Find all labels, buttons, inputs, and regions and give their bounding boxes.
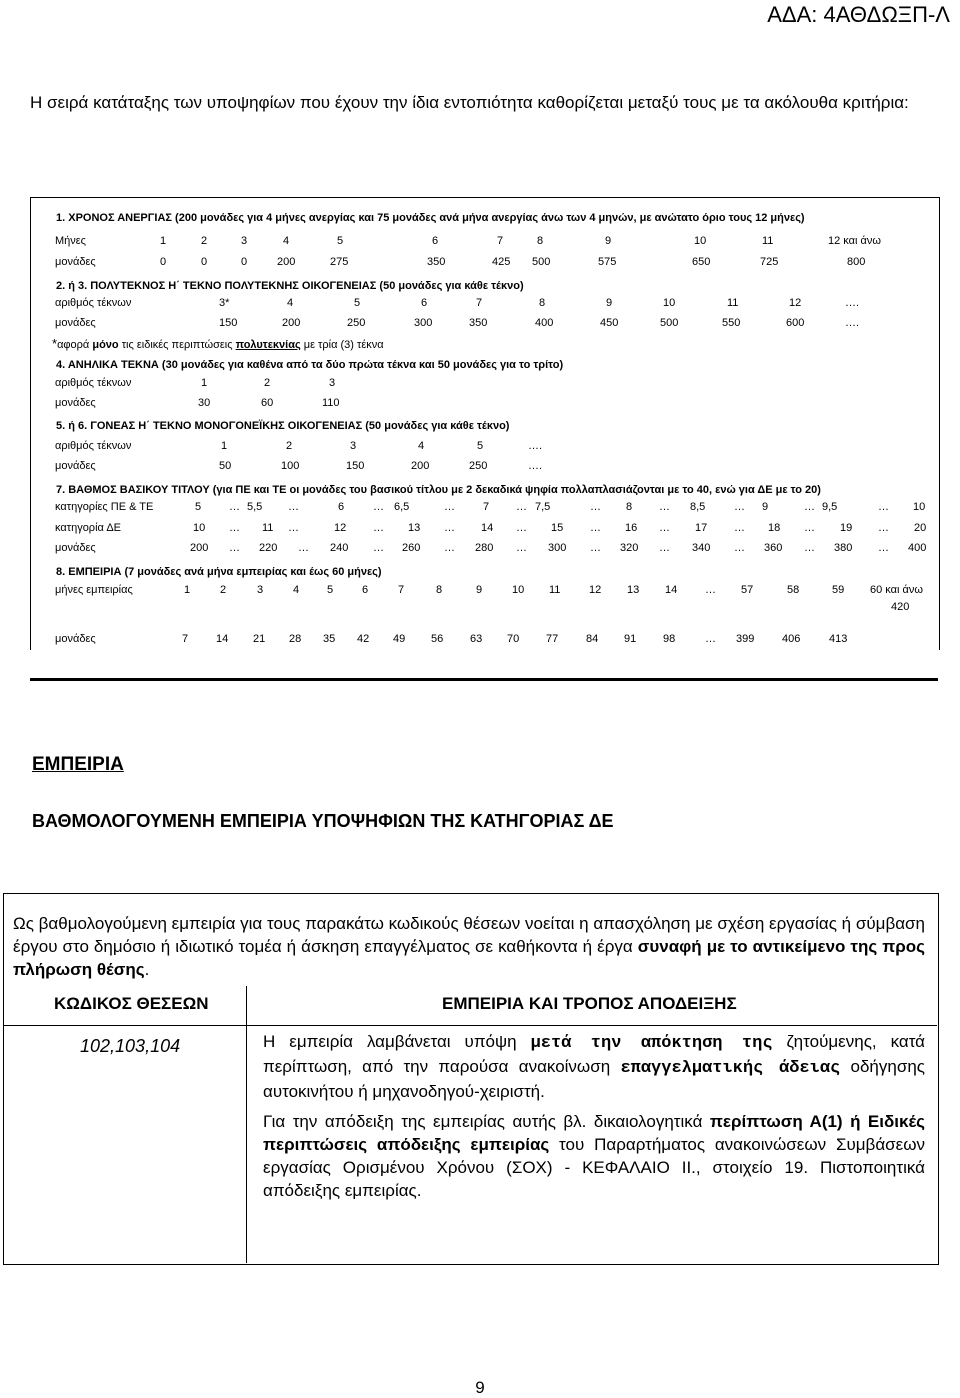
c8-points-cell: 91	[624, 633, 637, 645]
c1-points-cell: 500	[532, 256, 551, 268]
c2-points-cell: 350	[469, 317, 488, 329]
c7-points-cell: 220	[259, 542, 278, 554]
criterion-7-title: 7. ΒΑΘΜΟΣ ΒΑΣΙΚΟΥ ΤΙΤΛΟΥ (για ΠΕ και ΤΕ οι μονάδες του βασικού τίτλου με 2 δεκαδικά ψηφία πολλαπλασιάζονται με το 40, ενώ για ΔΕ με το 20)	[56, 484, 821, 496]
c7-points-cell: 300	[548, 542, 567, 554]
c1-months-cell: 3	[241, 235, 248, 247]
c1-points-cell: 275	[330, 256, 349, 268]
c7-pe-te-label: κατηγορίες ΠΕ & ΤΕ	[55, 501, 154, 513]
c2-points-cell: 600	[786, 317, 805, 329]
c2-children-cell: 3*	[219, 297, 230, 309]
c7-points-cell: 240	[330, 542, 349, 554]
c4-points-cell: 30	[198, 397, 211, 409]
c1-points-cell: 200	[277, 256, 296, 268]
c7-points-cell: 380	[834, 542, 853, 554]
c7-pe-te-cell: 8	[626, 501, 633, 513]
c7-de-cell: …	[659, 522, 670, 534]
c1-points-cell: 425	[492, 256, 511, 268]
c8-points-cell: 406	[782, 633, 801, 645]
c1-months-label: Μήνες	[55, 235, 86, 247]
c2-children-cell: 5	[354, 297, 361, 309]
c7-de-cell: 17	[695, 522, 708, 534]
c1-months-cell: 12 και άνω	[828, 235, 881, 247]
c8-months-cell: 11	[549, 584, 561, 596]
c1-months-cell: 6	[432, 235, 439, 247]
c8-points-label: μονάδες	[55, 633, 96, 645]
c7-de-cell: …	[590, 522, 601, 534]
c2-points-cell: 500	[660, 317, 679, 329]
c8-points-cell: 84	[586, 633, 599, 645]
c8-months-cell: 6	[362, 584, 369, 596]
c1-months-cell: 4	[283, 235, 290, 247]
criterion-2-title: 2. ή 3. ΠΟΛΥΤΕΚΝΟΣ Η΄ ΤΕΚΝΟ ΠΟΛΥΤΕΚΝΗΣ ΟΙΚΟΓΕΝΕΙΑΣ (50 μονάδες για κάθε τέκνο)	[56, 280, 524, 292]
c2-children-label: αριθμός τέκνων	[55, 297, 132, 309]
c4-children-label: αριθμός τέκνων	[55, 377, 132, 389]
c2-children-cell: 4	[287, 297, 294, 309]
c7-de-cell: 14	[481, 522, 494, 534]
c4-points-cell: 110	[322, 397, 340, 409]
c8-points-cell: 63	[470, 633, 483, 645]
c7-points-cell: …	[659, 542, 670, 554]
c5-children-cell: 4	[418, 440, 425, 452]
c4-children-cell: 3	[329, 377, 336, 389]
c8-months-cell: 12	[589, 584, 602, 596]
c7-pe-te-cell: 5,5	[247, 501, 263, 513]
c8-months-cell: 10	[512, 584, 525, 596]
c7-points-cell: …	[804, 542, 815, 554]
header-separator	[3, 1025, 937, 1026]
experience-intro: Ως βαθμολογούμενη εμπειρία για τους παρακάτω κωδικούς θέσεων νοείται η απασχόληση με σχέση εργασίας ή σύμβαση έργου στο δημόσιο ή ιδιωτικό τομέα ή άσκηση επαγγέλματος σε καθήκοντα ή έργα συναφή με το αντικείμενο της προς πλήρωση θέσης.	[13, 914, 926, 979]
experience-desc-2: Για την απόδειξη της εμπειρίας αυτής βλ. δικαιολογητικά περίπτωση Α(1) ή Ειδικές περιπτώσεις απόδειξης εμπειρίας του Παραρτήματος ανακοινώσεων Συμβάσεων εργασίας Ορισμένου Χρόνου (ΣΟΧ) - ΚΕΦΑΛΑΙΟ ΙΙ., στοιχείο 19. Πιστοποιητικά απόδειξης εμπειρίας.	[263, 1112, 926, 1200]
c8-months-cell: 1	[184, 584, 191, 596]
c7-points-cell: 280	[475, 542, 494, 554]
c1-points-cell: 650	[692, 256, 711, 268]
c7-pe-te-cell: …	[444, 501, 455, 513]
c1-months-cell: 2	[201, 235, 208, 247]
position-codes: 102,103,104	[80, 1036, 181, 1056]
c5-children-cell: 1	[221, 440, 228, 452]
c7-pe-te-cell: …	[288, 501, 299, 513]
c5-points-cell: ….	[528, 460, 543, 472]
c8-points-cell: 70	[507, 633, 520, 645]
c7-pe-te-cell: 7,5	[535, 501, 551, 513]
section-title: ΕΜΠΕΙΡΙΑ	[32, 754, 124, 775]
c7-de-cell: …	[804, 522, 815, 534]
c8-points-cell: 7	[182, 633, 189, 645]
c2-children-cell: 12	[789, 297, 802, 309]
criterion-5-title: 5. ή 6. ΓΟΝΕΑΣ Η΄ ΤΕΚΝΟ ΜΟΝΟΓΟΝΕΪΚΗΣ ΟΙΚΟΓΕΝΕΙΑΣ (50 μονάδες για κάθε τέκνο)	[56, 420, 510, 432]
c7-points-cell: 260	[402, 542, 421, 554]
c7-pe-te-cell: 7	[483, 501, 490, 513]
c8-months-cell: 5	[327, 584, 334, 596]
c7-de-cell: 10	[193, 522, 206, 534]
c7-de-cell: …	[288, 522, 299, 534]
c1-points-cell: 725	[760, 256, 779, 268]
c7-de-cell: 11	[262, 522, 274, 534]
c7-de-cell: …	[878, 522, 889, 534]
column-header-codes: ΚΩΔΙΚΟΣ ΘΕΣΕΩΝ	[54, 994, 209, 1013]
c7-pe-te-cell: …	[590, 501, 601, 513]
c7-de-cell: 20	[914, 522, 927, 534]
c8-points-cell: 14	[216, 633, 229, 645]
c2-points-cell: 200	[282, 317, 301, 329]
c2-children-cell: 8	[539, 297, 546, 309]
c2-points-cell: ….	[845, 317, 860, 329]
c2-points-cell: 550	[722, 317, 741, 329]
c5-points-cell: 50	[219, 460, 232, 472]
c7-points-cell: 400	[908, 542, 927, 554]
c8-months-cell: 57	[741, 584, 754, 596]
c1-points-cell: 800	[847, 256, 866, 268]
c7-de-cell: 13	[408, 522, 421, 534]
criterion-8-title: 8. ΕΜΠΕΙΡΙΑ (7 μονάδες ανά μήνα εμπειρίας και έως 60 μήνες)	[56, 566, 382, 578]
c4-children-cell: 2	[264, 377, 271, 389]
c7-de-cell: 19	[840, 522, 853, 534]
c7-de-cell: …	[516, 522, 527, 534]
c7-de-cell: …	[229, 522, 240, 534]
c8-months-cell: …	[705, 584, 716, 596]
c8-months-label: μήνες εμπειρίας	[55, 584, 133, 596]
intro-text: Η σειρά κατάταξης των υποψηφίων που έχουν την ίδια εντοπιότητα καθορίζεται μεταξύ τους με τα ακόλουθα κριτήρια:	[30, 93, 909, 112]
c2-points-cell: 450	[600, 317, 619, 329]
c7-de-label: κατηγορία ΔΕ	[55, 522, 121, 534]
c1-points-cell: 0	[160, 256, 167, 268]
c7-de-cell: …	[734, 522, 745, 534]
c8-points-cell: 49	[393, 633, 406, 645]
c7-pe-te-cell: …	[229, 501, 240, 513]
c7-pe-te-cell: 5	[195, 501, 202, 513]
experience-desc-1: Η εμπειρία λαμβάνεται υπόψη μετά την απόκτηση της ζητούμενης, κατά περίπτωση, από την παρούσα ανακοίνωση επαγγελματικής άδειας οδήγησης αυτοκινήτου ή μηχανοδηγού-χειριστή.	[263, 1032, 925, 1101]
c8-months-cell: 58	[787, 584, 800, 596]
c8-months-cell: 14	[665, 584, 678, 596]
c4-points-label: μονάδες	[55, 397, 96, 409]
c7-pe-te-cell: 9,5	[822, 501, 838, 513]
c8-months-cell: 3	[257, 584, 264, 596]
c8-points-cell: 77	[546, 633, 559, 645]
c7-pe-te-cell: 6,5	[394, 501, 410, 513]
column-separator	[246, 986, 247, 1263]
c7-points-cell: 340	[692, 542, 711, 554]
c5-children-cell: 3	[350, 440, 357, 452]
c8-points-last: 420	[891, 601, 910, 613]
c2-children-cell: 10	[663, 297, 676, 309]
c1-months-cell: 9	[605, 235, 612, 247]
c1-points-cell: 350	[427, 256, 446, 268]
c1-months-cell: 10	[694, 235, 707, 247]
c8-months-cell: 13	[627, 584, 640, 596]
ada-code: ΑΔΑ: 4ΑΘΔΩΞΠ-Λ	[767, 2, 950, 27]
c5-children-label: αριθμός τέκνων	[55, 440, 132, 452]
column-header-experience: ΕΜΠΕΙΡΙΑ ΚΑΙ ΤΡΟΠΟΣ ΑΠΟΔΕΙΞΗΣ	[442, 994, 737, 1013]
c1-months-cell: 5	[337, 235, 344, 247]
c7-points-label: μονάδες	[55, 542, 96, 554]
c7-points-cell: 200	[190, 542, 209, 554]
c2-note: *αφορά μόνο τις ειδικές περιπτώσεις πολυτεκνίας με τρία (3) τέκνα	[52, 336, 384, 351]
criterion-4-title: 4. ΑΝΗΛΙΚΑ ΤΕΚΝΑ (30 μονάδες για καθένα από τα δύο πρώτα τέκνα και 50 μονάδες για το τρίτο)	[56, 359, 564, 371]
c7-de-cell: …	[444, 522, 455, 534]
c8-points-cell: 28	[289, 633, 302, 645]
criterion-1-title: 1. ΧΡΟΝΟΣ ΑΝΕΡΓΙΑΣ (200 μονάδες για 4 μήνες ανεργίας και 75 μονάδες ανά μήνα ανεργίας άνω των 4 μηνών, με ανώτατο όριο τους 12 μήνες)	[56, 212, 805, 224]
c1-points-label: μονάδες	[55, 256, 96, 268]
c2-children-cell: 6	[421, 297, 428, 309]
c7-points-cell: …	[516, 542, 527, 554]
c7-points-cell: …	[229, 542, 240, 554]
c8-months-last: 60 και άνω	[870, 584, 923, 596]
c1-months-cell: 11	[762, 235, 774, 247]
c5-points-label: μονάδες	[55, 460, 96, 472]
c8-points-cell: 399	[736, 633, 755, 645]
c7-points-cell: 320	[620, 542, 639, 554]
c8-months-cell: 4	[293, 584, 300, 596]
c8-points-cell: 413	[829, 633, 848, 645]
c1-points-cell: 0	[241, 256, 248, 268]
c7-pe-te-cell: …	[516, 501, 527, 513]
c2-points-label: μονάδες	[55, 317, 96, 329]
c8-months-cell: 9	[476, 584, 483, 596]
c7-pe-te-cell: …	[373, 501, 384, 513]
c7-pe-te-cell: 9	[762, 501, 769, 513]
c7-de-cell: 18	[768, 522, 781, 534]
c5-points-cell: 100	[281, 460, 300, 472]
c7-points-cell: …	[590, 542, 601, 554]
c4-children-cell: 1	[201, 377, 208, 389]
c2-children-cell: ….	[845, 297, 860, 309]
c5-points-cell: 150	[346, 460, 365, 472]
c2-children-cell: 7	[476, 297, 483, 309]
page-number: 9	[475, 1378, 485, 1397]
c5-children-cell: 5	[477, 440, 484, 452]
section-subtitle: ΒΑΘΜΟΛΟΓΟΥΜΕΝΗ ΕΜΠΕΙΡΙΑ ΥΠΟΨΗΦΙΩΝ ΤΗΣ ΚΑΤΗΓΟΡΙΑΣ ΔΕ	[32, 811, 614, 831]
c4-points-cell: 60	[261, 397, 274, 409]
c1-months-cell: 8	[537, 235, 544, 247]
divider	[30, 678, 938, 681]
c7-pe-te-cell: …	[659, 501, 670, 513]
c7-points-cell: …	[734, 542, 745, 554]
c7-de-cell: 12	[334, 522, 347, 534]
c2-children-cell: 11	[727, 297, 739, 309]
c5-points-cell: 250	[469, 460, 488, 472]
c7-pe-te-cell: …	[878, 501, 889, 513]
c8-points-cell: 98	[663, 633, 676, 645]
c7-pe-te-cell: …	[734, 501, 745, 513]
c7-de-cell: 16	[625, 522, 638, 534]
c8-points-cell: 56	[431, 633, 444, 645]
c8-points-cell: 35	[323, 633, 336, 645]
c1-months-cell: 1	[160, 235, 167, 247]
c8-months-cell: 7	[398, 584, 405, 596]
c7-pe-te-cell: 6	[338, 501, 345, 513]
c7-pe-te-cell: 8,5	[690, 501, 706, 513]
c7-pe-te-cell: …	[804, 501, 815, 513]
c7-de-cell: 15	[551, 522, 564, 534]
c5-children-cell: 2	[286, 440, 293, 452]
c7-points-cell: …	[298, 542, 309, 554]
c1-points-cell: 0	[201, 256, 208, 268]
c1-months-cell: 7	[497, 235, 504, 247]
c2-points-cell: 400	[535, 317, 554, 329]
c7-points-cell: …	[373, 542, 384, 554]
c2-points-cell: 300	[414, 317, 433, 329]
c7-points-cell: 360	[764, 542, 783, 554]
c8-points-cell: 42	[357, 633, 370, 645]
c2-points-cell: 150	[219, 317, 238, 329]
c5-points-cell: 200	[411, 460, 430, 472]
c8-points-cell: …	[705, 633, 716, 645]
c7-de-cell: …	[373, 522, 384, 534]
c8-months-cell: 8	[436, 584, 443, 596]
c7-points-cell: …	[444, 542, 455, 554]
c1-points-cell: 575	[598, 256, 617, 268]
c8-points-cell: 21	[253, 633, 266, 645]
c2-children-cell: 9	[606, 297, 613, 309]
c2-points-cell: 250	[347, 317, 366, 329]
c8-months-cell: 59	[832, 584, 845, 596]
c5-children-cell: ….	[528, 440, 543, 452]
c7-points-cell: …	[878, 542, 889, 554]
c8-months-cell: 2	[220, 584, 227, 596]
c7-pe-te-cell: 10	[913, 501, 926, 513]
